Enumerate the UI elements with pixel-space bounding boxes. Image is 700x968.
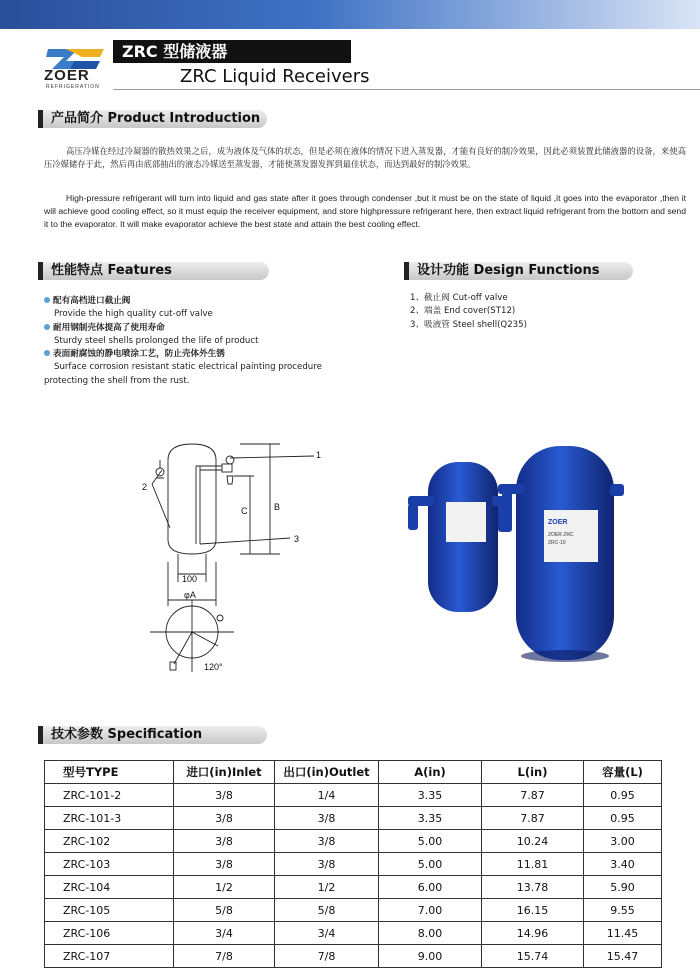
table-row [45,876,662,899]
table-cell: 9.00 [379,945,482,968]
page-title-en: ZRC Liquid Receivers [180,66,370,87]
feature-item-en: protecting the shell from the rust. [44,375,190,386]
dimension-label-angle: 120° [204,662,223,672]
table-cell: 3/4 [174,922,275,945]
table-cell: ZRC-104 [45,876,174,899]
table-cell: 3/8 [275,853,379,876]
table-cell: ZRC-101-2 [45,784,174,807]
table-cell: 16.15 [482,899,584,922]
design-item: 1、截止阀 Cut-off valve [410,293,508,303]
table-cell: 7.87 [482,784,584,807]
design-item: 2、端盖 End cover(ST12) [410,306,516,317]
table-row [45,807,662,830]
table-cell: 7.87 [482,807,584,830]
table-cell: ZRC-107 [45,945,174,968]
table-cell: 5.00 [379,830,482,853]
features-list [44,295,364,388]
bullet-icon [44,297,50,303]
table-cell: 3/8 [174,784,275,807]
brand-name: ZOER [44,67,90,84]
column-header: 出口(in)Outlet [275,761,379,784]
table-cell: 5.00 [379,853,482,876]
section-heading-design: 设计功能 Design Functions [409,262,633,280]
table-row [45,830,662,853]
bullet-icon [44,350,50,356]
table-row [45,853,662,876]
brand-subtitle: REFRIGERATION [46,84,100,90]
section-heading-intro: 产品简介 Product Introduction [43,110,267,128]
table-cell: 3/8 [275,830,379,853]
spec-table [44,760,662,968]
table-cell: 3/8 [174,830,275,853]
table-cell: 0.95 [584,784,662,807]
product-label-line: ZRC-10 [548,540,566,546]
title-divider [113,89,700,90]
table-cell: 5/8 [174,899,275,922]
top-color-band [0,0,700,29]
table-cell: 5.90 [584,876,662,899]
table-cell: 8.00 [379,922,482,945]
column-header: L(in) [482,761,584,784]
dimension-label-b: B [274,502,281,512]
feature-item: 耐用钢制壳体提高了使用寿命 [44,322,364,335]
product-label-line: ZOER ZRC [548,532,574,538]
table-cell: 3.00 [584,830,662,853]
table-cell: 3.35 [379,807,482,830]
table-cell: 7/8 [174,945,275,968]
feature-item-en: Provide the high quality cut-off valve [54,309,213,320]
table-cell: 3/4 [275,922,379,945]
column-header: 型号TYPE [45,761,174,784]
intro-paragraph-cn: 高压冷媒在经过冷凝器的散热效果之后，成为液体及气体的状态，但是必须在液体的情况下进入蒸发器，才能有良好的制冷效果，因此必须装置此储液器的设备，来使高压冷媒储存于此，然后再由底部抽出的液态冷媒送至蒸发器，才能使蒸发器发挥到最佳状态，而达到最好的制冷效果。 [44,146,686,169]
table-cell: 3.35 [379,784,482,807]
bullet-icon [44,324,50,330]
technical-drawing [130,440,340,685]
drawing-label-3: 3 [294,534,300,544]
dimension-label-c: C [241,506,248,516]
page-title-cn: ZRC 型储液器 [113,40,351,63]
table-cell: 11.45 [584,922,662,945]
table-cell: 3.40 [584,853,662,876]
table-row [45,922,662,945]
table-row [45,945,662,968]
table-cell: 1/2 [275,876,379,899]
table-cell: 9.55 [584,899,662,922]
table-row [45,899,662,922]
section-heading-spec: 技术参数 Specification [43,726,267,744]
drawing-label-1: 1 [316,450,322,460]
table-cell: 7.00 [379,899,482,922]
column-header: 进口(in)Inlet [174,761,275,784]
table-cell: 14.96 [482,922,584,945]
table-cell: ZRC-101-3 [45,807,174,830]
table-cell: 11.81 [482,853,584,876]
table-cell: 6.00 [379,876,482,899]
section-heading-features: 性能特点 Features [43,262,269,280]
table-cell: ZRC-103 [45,853,174,876]
column-header: 容量(L) [584,761,662,784]
design-functions-list [410,292,527,332]
table-cell: 1/2 [174,876,275,899]
dimension-label-phi-a: φA [184,590,196,600]
table-cell: ZRC-102 [45,830,174,853]
table-row [45,784,662,807]
table-cell: 3/8 [275,807,379,830]
feature-item-en: Sturdy steel shells prolonged the life of product [54,335,259,346]
table-cell: ZRC-106 [45,922,174,945]
table-cell: 15.47 [584,945,662,968]
feature-item: 配有高档进口截止阀 [44,295,364,308]
table-cell: 13.78 [482,876,584,899]
drawing-label-2: 2 [142,482,148,492]
intro-paragraph-en: High-pressure refrigerant will turn into liquid and gas state after it goes through condenser ,but it must be on the state of liquid ,it goes into the evaporator ,then it will achieve good cooling effect, so it must equip the receiver equipment, and store highpressure refrigerant here, then extract liquid refrigerant from the bottom and send it to the evaporator. It will make evaporator achieve the best state and attain the best cooling effect. [44,193,686,229]
table-cell: 10.24 [482,830,584,853]
table-header-row [45,761,662,784]
dimension-label-100: 100 [182,574,198,584]
table-cell: 15.74 [482,945,584,968]
table-cell: 3/8 [174,853,275,876]
product-photo [398,440,638,680]
table-cell: ZRC-105 [45,899,174,922]
design-item: 3、吸液管 Steel shell(Q235) [410,319,527,330]
table-cell: 7/8 [275,945,379,968]
table-cell: 0.95 [584,807,662,830]
product-label-logo: ZOER [548,519,568,526]
column-header: A(in) [379,761,482,784]
table-cell: 3/8 [174,807,275,830]
feature-item-en: Surface corrosion resistant static electrical painting procedure [54,362,322,373]
table-cell: 1/4 [275,784,379,807]
table-cell: 5/8 [275,899,379,922]
feature-item: 表面耐腐蚀的静电喷涂工艺，防止壳体外生锈 [44,348,364,361]
